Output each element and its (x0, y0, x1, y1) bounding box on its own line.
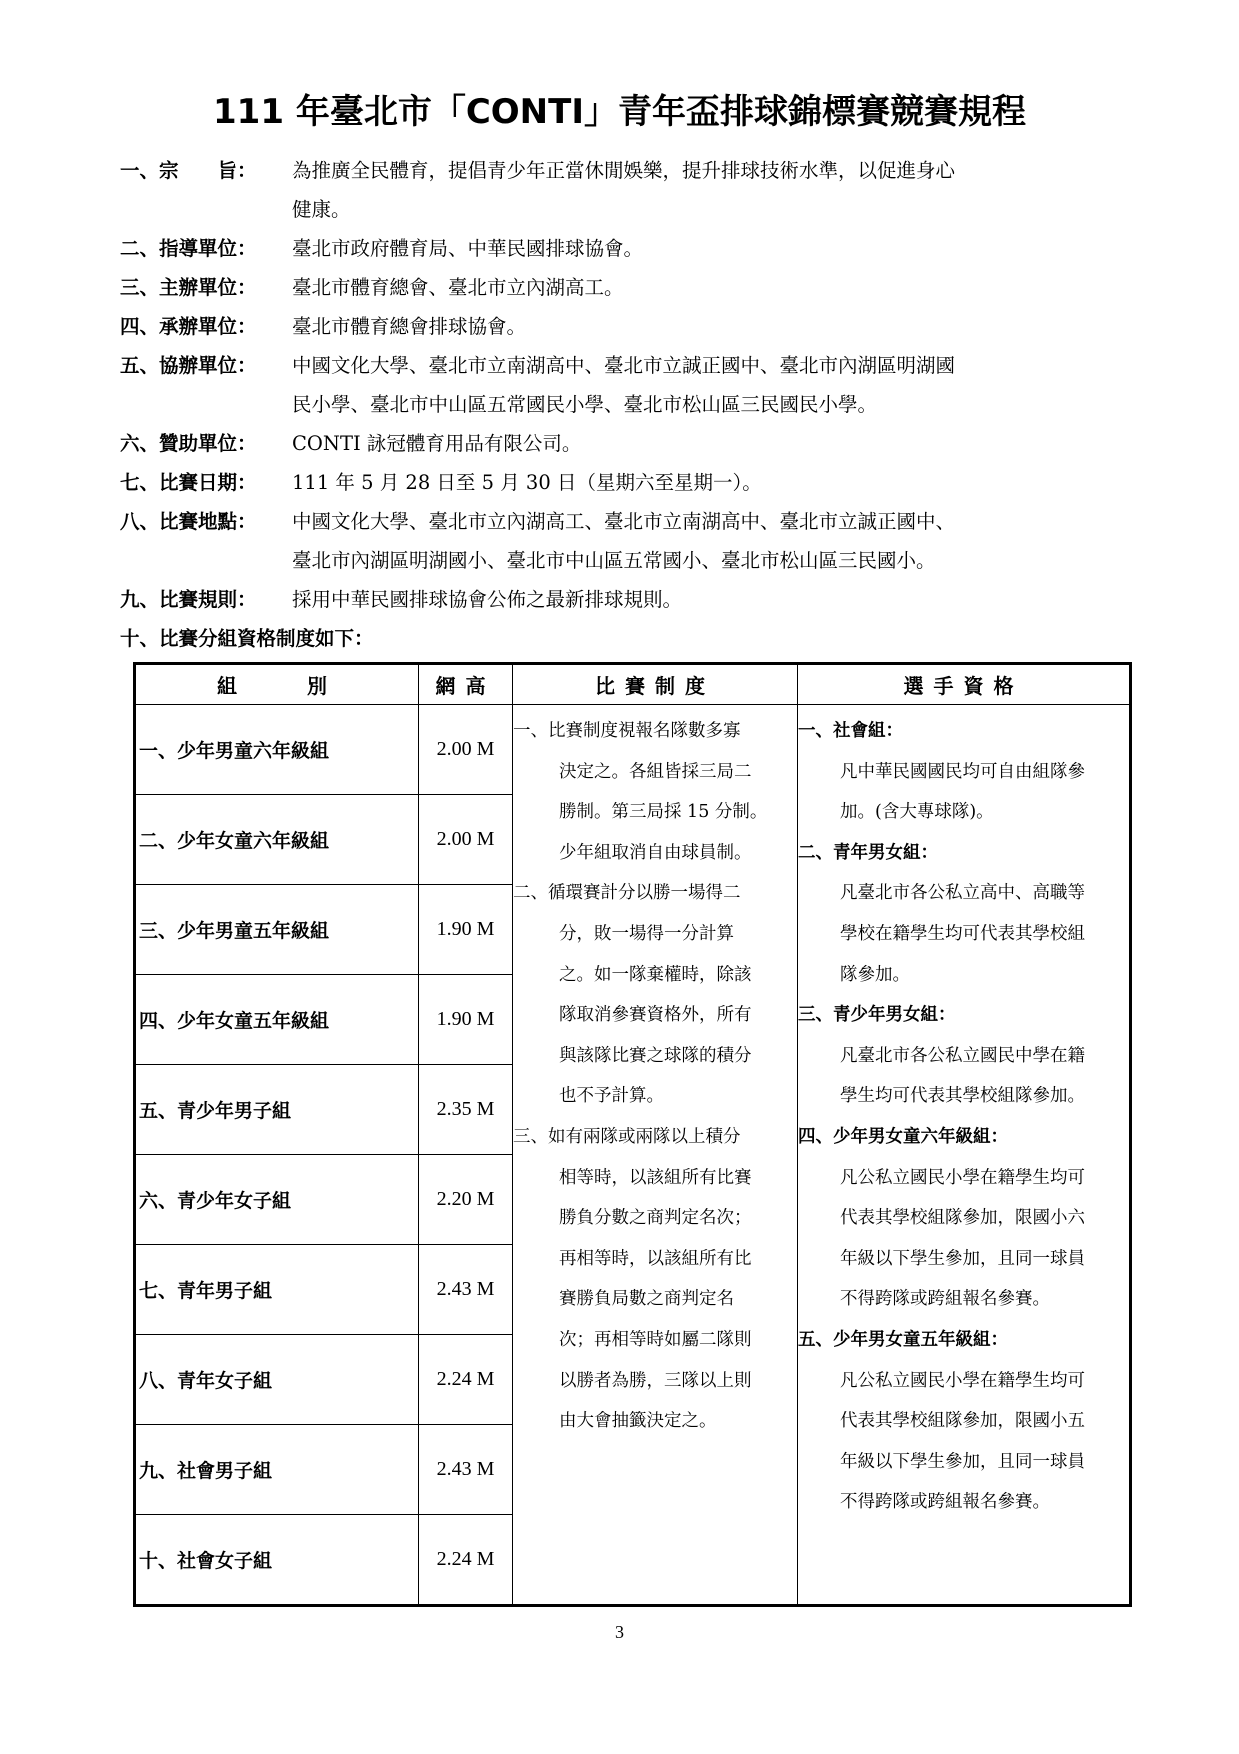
net-height-cell: 1.90 M (419, 885, 513, 975)
clause-label: 三、主辦單位： (120, 276, 257, 299)
clause-label: 一、宗 旨： (120, 159, 257, 182)
qualification-line: 代表其學校組隊參加，限國小五 (840, 1411, 1085, 1432)
qualification-line: 加。(含大專球隊)。 (840, 802, 994, 823)
clause-text (292, 268, 1130, 307)
qualification-line: 學生均可代表其學校組隊參加。 (840, 1086, 1085, 1107)
document-title: 111 年臺北市「CONTI」青年盃排球錦標賽競賽規程 (213, 92, 1026, 132)
clause-text (292, 463, 1130, 502)
page-number: 3 (615, 1622, 624, 1642)
group-cell: 四、少年女童五年級組 (135, 975, 419, 1065)
net-height-cell: 2.20 M (419, 1155, 513, 1245)
clause-label: 九、比賽規則： (120, 588, 257, 611)
net-height-cell: 2.43 M (419, 1425, 513, 1515)
system-line: 賽勝負局數之商判定名 (559, 1289, 734, 1310)
net-height-cell: 2.35 M (419, 1065, 513, 1155)
clause-text-line: 民小學、臺北市中山區五常國民小學、臺北市松山區三民國民小學。 (292, 393, 878, 416)
clause-text-line: 臺北市體育總會、臺北市立內湖高工。 (292, 276, 624, 299)
qualification-line: 凡臺北市各公私立高中、高職等 (840, 883, 1085, 904)
header-system: 比賽制度 (513, 664, 798, 705)
system-line: 次；再相等時如屬二隊則 (559, 1329, 752, 1350)
net-height-cell: 2.24 M (419, 1335, 513, 1425)
clause-text-line: 採用中華民國排球協會公佈之最新排球規則。 (292, 588, 683, 611)
qualification-line: 年級以下學生參加，且同一球員 (840, 1248, 1085, 1269)
clause-text-line: 中國文化大學、臺北市立內湖高工、臺北市立南湖高中、臺北市立誠正國中、 (292, 510, 956, 533)
clause-text-line: 臺北市體育總會排球協會。 (292, 315, 527, 338)
system-line: 分，敗一場得一分計算 (559, 923, 734, 944)
clause-text-line: CONTI 詠冠體育用品有限公司。 (292, 432, 582, 455)
clause-item (120, 619, 1130, 658)
clause-text-line: 為推廣全民體育，提倡青少年正當休閒娛樂，提升排球技術水準，以促進身心 (292, 159, 956, 182)
clause-item (120, 151, 1130, 229)
system-line: 與該隊比賽之球隊的積分 (559, 1045, 752, 1066)
header-net-height: 網高 (419, 664, 513, 705)
clause-label: 五、協辦單位： (120, 354, 257, 377)
clause-text (292, 229, 1130, 268)
clause-item (120, 346, 1130, 424)
group-cell: 八、青年女子組 (135, 1335, 419, 1425)
table-row (135, 705, 1131, 795)
system-line: 以勝者為勝，三隊以上則 (559, 1370, 752, 1391)
clause-label: 四、承辦單位： (120, 315, 257, 338)
group-cell: 三、少年男童五年級組 (135, 885, 419, 975)
clause-label: 二、指導單位： (120, 237, 257, 260)
qualification-line: 不得跨隊或跨組報名參賽。 (840, 1289, 1050, 1310)
group-cell: 一、少年男童六年級組 (135, 705, 419, 795)
system-line: 相等時，以該組所有比賽 (559, 1167, 752, 1188)
clause-text (292, 502, 1130, 580)
system-line: 二、循環賽計分以勝一場得二 (513, 883, 741, 904)
qualification-line: 二、青年男女組： (798, 842, 938, 863)
system-line: 少年組取消自由球員制。 (559, 842, 752, 863)
group-cell: 五、青少年男子組 (135, 1065, 419, 1155)
clause-text (292, 424, 1130, 463)
clause-item (120, 307, 1130, 346)
clause-text-line: 臺北市內湖區明湖國小、臺北市中山區五常國小、臺北市松山區三民國小。 (292, 549, 936, 572)
header-qualification: 選手資格 (798, 664, 1131, 705)
clause-text (292, 580, 1130, 619)
qualification-line: 代表其學校組隊參加，限國小六 (840, 1208, 1085, 1229)
net-height-cell: 2.00 M (419, 705, 513, 795)
system-line: 再相等時，以該組所有比 (559, 1248, 752, 1269)
qualification-line: 學校在籍學生均可代表其學校組 (840, 923, 1085, 944)
header-group: 組 別 (135, 664, 419, 705)
clause-item (120, 424, 1130, 463)
group-cell: 十、社會女子組 (135, 1515, 419, 1606)
clause-text-line: 健康。 (292, 198, 351, 221)
system-line: 隊取消參賽資格外，所有 (559, 1005, 752, 1026)
qualification-line: 五、少年男女童五年級組： (798, 1329, 1008, 1350)
clause-item (120, 229, 1130, 268)
group-cell: 九、社會男子組 (135, 1425, 419, 1515)
system-line: 三、如有兩隊或兩隊以上積分 (513, 1126, 741, 1147)
qualification-line: 凡中華民國國民均可自由組隊參 (840, 761, 1085, 782)
clause-text (292, 151, 1130, 229)
net-height-cell: 2.43 M (419, 1245, 513, 1335)
clause-item (120, 580, 1130, 619)
system-line: 之。如一隊棄權時，除該 (559, 964, 752, 985)
clause-label: 七、比賽日期： (120, 471, 257, 494)
clause-label: 十、比賽分組資格制度如下： (120, 627, 374, 650)
qualification-cell (798, 705, 1131, 1606)
group-cell: 七、青年男子組 (135, 1245, 419, 1335)
clause-label: 六、贊助單位： (120, 432, 257, 455)
system-line: 由大會抽籤決定之。 (559, 1411, 717, 1432)
clause-item (120, 463, 1130, 502)
qualification-line: 隊參加。 (840, 964, 910, 985)
system-line: 勝制。第三局採 15 分制。 (559, 802, 768, 823)
system-line: 勝負分數之商判定名次； (559, 1208, 752, 1229)
qualification-line: 凡公私立國民小學在籍學生均可 (840, 1167, 1085, 1188)
system-line: 也不予計算。 (559, 1086, 664, 1107)
clause-text (292, 307, 1130, 346)
competition-table (133, 662, 1132, 1607)
clause-label: 八、比賽地點： (120, 510, 257, 533)
system-cell (513, 705, 798, 1606)
qualification-line: 三、青少年男女組： (798, 1005, 956, 1026)
qualification-line: 凡臺北市各公私立國民中學在籍 (840, 1045, 1085, 1066)
system-line: 一、比賽制度視報名隊數多寡 (513, 721, 741, 741)
qualification-line: 一、社會組： (798, 721, 903, 741)
group-cell: 二、少年女童六年級組 (135, 795, 419, 885)
qualification-line: 不得跨隊或跨組報名參賽。 (840, 1492, 1050, 1513)
clause-item (120, 268, 1130, 307)
clause-list (120, 151, 1130, 658)
table-header-row (135, 664, 1131, 705)
clause-text-line: 中國文化大學、臺北市立南湖高中、臺北市立誠正國中、臺北市內湖區明湖國 (292, 354, 956, 377)
qualification-line: 凡公私立國民小學在籍學生均可 (840, 1370, 1085, 1391)
net-height-cell: 1.90 M (419, 975, 513, 1065)
group-cell: 六、青少年女子組 (135, 1155, 419, 1245)
clause-text (374, 619, 1130, 658)
clause-text-line: 臺北市政府體育局、中華民國排球協會。 (292, 237, 644, 260)
net-height-cell: 2.00 M (419, 795, 513, 885)
clause-text-line: 111 年 5 月 28 日至 5 月 30 日（星期六至星期一）。 (292, 471, 762, 494)
clause-item (120, 502, 1130, 580)
net-height-cell: 2.24 M (419, 1515, 513, 1606)
qualification-line: 年級以下學生參加，且同一球員 (840, 1451, 1085, 1472)
qualification-line: 四、少年男女童六年級組： (798, 1126, 1008, 1147)
system-line: 決定之。各組皆採三局二 (559, 761, 752, 782)
clause-text (292, 346, 1130, 424)
